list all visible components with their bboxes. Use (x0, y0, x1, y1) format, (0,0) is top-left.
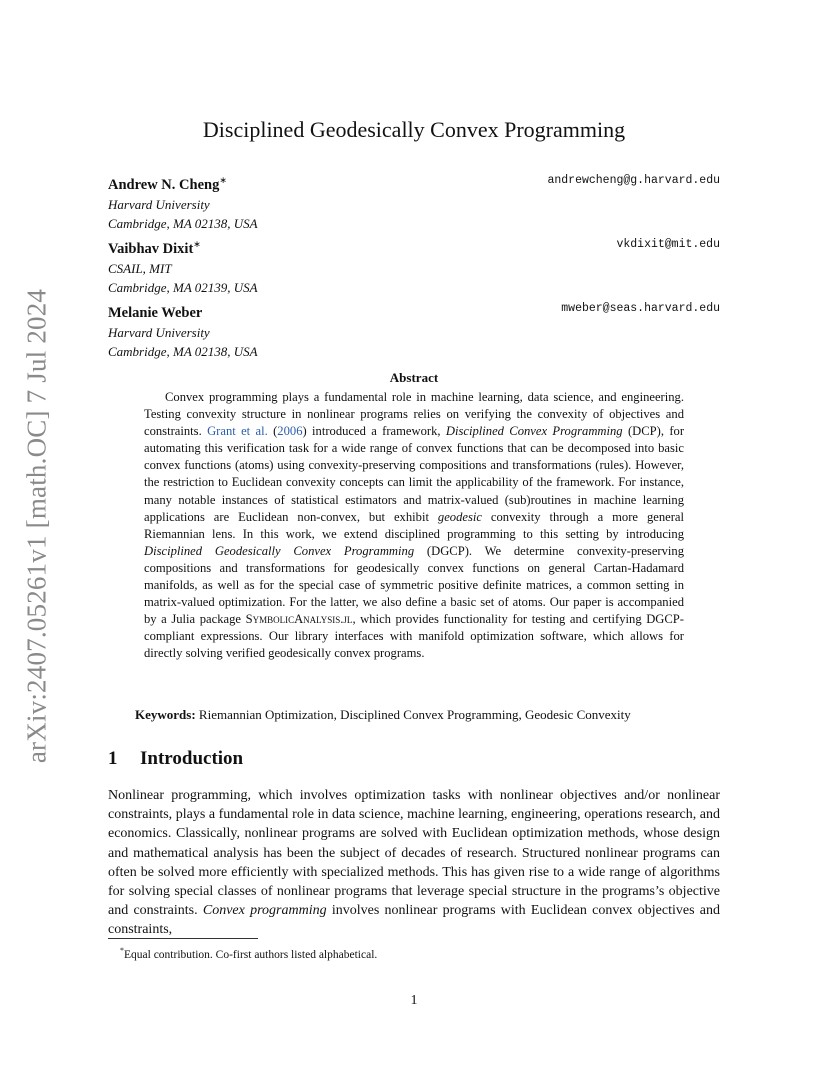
author-name: Melanie Weber (108, 304, 203, 321)
intro-paragraph: Nonlinear programming, which involves optimization tasks with nonlinear objectives and/or nonlinear constraints, plays a fundamental role in data science, machine learning, engineering, operations research, and economics. Classically, nonlinear programs are solved with Euclidean optimization methods, whose design and mathematical analysis has been the subject of decades of research. Structured nonlinear programs can often be solved more efficiently with specialized methods. This has given rise to a wide range of algorithms for solving special classes of nonlinear programs that leverage special structure in the programs’s objective and constraints. Convex programming involves nonlinear programs with Euclidean convex objectives and constraints, (108, 788, 721, 938)
footnote-text: Equal contribution. Co-first authors listed alphabetical. (124, 948, 378, 961)
page-number: 1 (410, 993, 418, 1008)
package-name: SymbolicAnalysis.jl (245, 612, 353, 627)
equal-contribution-mark: ∗ (219, 175, 227, 185)
author-address: Cambridge, MA 02138, USA (108, 343, 258, 359)
footnote (120, 946, 377, 961)
keywords-label: Keywords: (135, 707, 196, 722)
arxiv-identifier: arXiv:2407.05261v1 [math.OC] 7 Jul 2024 (21, 288, 52, 764)
paper-title: Disciplined Geodesically Convex Programming (202, 117, 626, 142)
section-number: 1 (108, 748, 118, 769)
abstract-heading: Abstract (389, 370, 439, 385)
author-email[interactable]: mweber@seas.harvard.edu (561, 302, 720, 315)
citation-link[interactable]: Grant et al. (207, 424, 268, 439)
author-address: Cambridge, MA 02139, USA (108, 279, 258, 295)
keywords-line (135, 707, 735, 723)
keywords-text: Riemannian Optimization, Disciplined Convex Programming, Geodesic Convexity (195, 707, 631, 722)
author-email[interactable]: andrewcheng@g.harvard.edu (547, 174, 720, 187)
author-name: Vaibhav Dixit (108, 240, 194, 257)
section-heading (108, 748, 243, 770)
footnote-mark: * (120, 946, 124, 955)
footnote-rule (108, 938, 258, 939)
author-block-3 (108, 299, 720, 361)
equal-contribution-mark: ∗ (193, 239, 201, 249)
author-name: Andrew N. Cheng (108, 176, 220, 193)
author-affiliation: Harvard University (108, 324, 210, 340)
author-address: Cambridge, MA 02138, USA (108, 215, 258, 231)
author-affiliation: Harvard University (108, 196, 210, 212)
section-title: Introduction (140, 748, 244, 769)
author-block-1 (108, 171, 720, 233)
abstract-text: Convex programming plays a fundamental role in machine learning, data science, and engineering. Testing convexity structure in nonlinear programs relies on verifying the convexity of objectives and constraints. Grant et al. (2006) introduced a framework, Disciplined Convex Programming (DCP), for automating this verification task for a wide range of convex functions that can be decomposed into basic convex functions (atoms) using convexity-preserving compositions and transformations (rules). However, the restriction to Euclidean convexity concepts can limit the applicability of the framework. For instance, many notable instances of statistical estimators and matrix-valued (sub)routines in machine learning applications are Euclidean non-convex, but exhibit geodesic convexity through a more general Riemannian lens. In this work, we extend disciplined programming to this setting by introducing Disciplined Geodesically Convex Programming (DGCP). We determine convexity-preserving compositions and transformations for geodesically convex functions on general Cartan-Hadamard manifolds, as well as for the special case of symmetric positive definite matrices, a common setting in matrix-valued optimization. For the latter, we also define a basic set of atoms. Our paper is accompanied by a Julia package SymbolicAnalysis.jl, which provides functionality for testing and certifying DGCP-compliant expressions. Our library interfaces with manifold optimization software, which allows for directly solving verified geodesically convex programs. (144, 390, 685, 661)
author-email[interactable]: vkdixit@mit.edu (616, 238, 720, 251)
author-affiliation: CSAIL, MIT (108, 260, 172, 276)
author-block-2 (108, 235, 720, 297)
citation-year-link[interactable]: 2006 (277, 424, 303, 439)
